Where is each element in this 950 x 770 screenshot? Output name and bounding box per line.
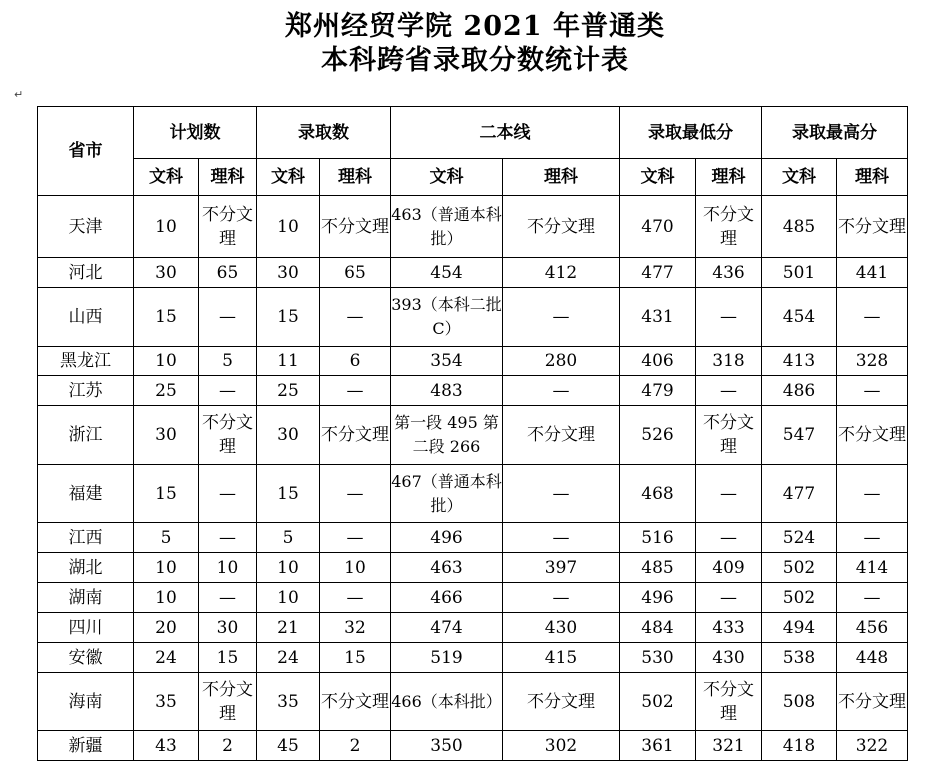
cell-min-arts: 406	[620, 347, 696, 376]
header-row-subjects	[38, 159, 908, 196]
cell-min-science: —	[696, 465, 762, 523]
table-row	[38, 731, 908, 761]
cell-plan-science: 不分文理	[199, 196, 257, 258]
cell-min-science: 409	[696, 553, 762, 583]
cell-line-science: 397	[503, 553, 620, 583]
cell-min-science: 318	[696, 347, 762, 376]
cell-admitted-arts: 15	[257, 288, 320, 347]
cell-max-arts: 508	[762, 673, 837, 731]
cell-max-arts: 501	[762, 258, 837, 288]
cell-admitted-arts: 10	[257, 553, 320, 583]
cell-line-arts: 467（普通本科批）	[391, 465, 503, 523]
cell-admitted-science: 6	[320, 347, 391, 376]
cell-max-science: 414	[837, 553, 908, 583]
header-subject-arts: 文科	[134, 159, 199, 196]
cell-plan-science: 15	[199, 643, 257, 673]
cell-admitted-science: 15	[320, 643, 391, 673]
cell-line-science: 280	[503, 347, 620, 376]
cell-max-arts: 418	[762, 731, 837, 761]
cell-max-science: 不分文理	[837, 673, 908, 731]
cell-province: 黑龙江	[38, 347, 134, 376]
cell-min-arts: 484	[620, 613, 696, 643]
header-admitted: 录取数	[257, 107, 391, 159]
cell-min-arts: 516	[620, 523, 696, 553]
cell-plan-arts: 35	[134, 673, 199, 731]
cell-province: 四川	[38, 613, 134, 643]
cell-plan-science: 不分文理	[199, 406, 257, 465]
cell-province: 湖南	[38, 583, 134, 613]
cell-admitted-science: 2	[320, 731, 391, 761]
cell-min-arts: 470	[620, 196, 696, 258]
cell-admitted-science: 32	[320, 613, 391, 643]
cell-max-arts: 477	[762, 465, 837, 523]
cell-plan-arts: 25	[134, 376, 199, 406]
cell-min-science: 不分文理	[696, 196, 762, 258]
cell-province: 新疆	[38, 731, 134, 761]
cell-admitted-arts: 11	[257, 347, 320, 376]
cell-province: 浙江	[38, 406, 134, 465]
cell-plan-science: —	[199, 465, 257, 523]
cell-line-arts: 463	[391, 553, 503, 583]
table-row	[38, 288, 908, 347]
cell-admitted-arts: 25	[257, 376, 320, 406]
cell-min-arts: 477	[620, 258, 696, 288]
cell-line-science: —	[503, 376, 620, 406]
table-row	[38, 673, 908, 731]
cell-min-science: 321	[696, 731, 762, 761]
cell-line-science: 412	[503, 258, 620, 288]
header-row-groups	[38, 107, 908, 159]
cell-plan-science: 10	[199, 553, 257, 583]
document-title-line2: 本科跨省录取分数统计表	[321, 45, 629, 76]
cell-plan-arts: 20	[134, 613, 199, 643]
cell-admitted-science: 65	[320, 258, 391, 288]
cell-plan-arts: 43	[134, 731, 199, 761]
cell-line-science: —	[503, 465, 620, 523]
cell-max-science: —	[837, 376, 908, 406]
cell-province: 湖北	[38, 553, 134, 583]
header-subject-arts: 文科	[620, 159, 696, 196]
cell-min-science: 433	[696, 613, 762, 643]
cell-max-arts: 502	[762, 583, 837, 613]
table-row	[38, 613, 908, 643]
cell-plan-arts: 10	[134, 347, 199, 376]
cell-plan-science: —	[199, 583, 257, 613]
header-max-score: 录取最高分	[762, 107, 908, 159]
cell-admitted-arts: 45	[257, 731, 320, 761]
cell-plan-science: 5	[199, 347, 257, 376]
cell-admitted-science: —	[320, 376, 391, 406]
cell-admitted-arts: 30	[257, 258, 320, 288]
cell-line-science: —	[503, 288, 620, 347]
cell-plan-science: 不分文理	[199, 673, 257, 731]
cell-max-science: 不分文理	[837, 406, 908, 465]
cell-max-arts: 494	[762, 613, 837, 643]
cell-min-arts: 361	[620, 731, 696, 761]
cell-admitted-arts: 5	[257, 523, 320, 553]
table-row	[38, 258, 908, 288]
cell-max-arts: 524	[762, 523, 837, 553]
cell-line-science: 不分文理	[503, 673, 620, 731]
cell-line-arts: 466	[391, 583, 503, 613]
header-province: 省市	[38, 107, 134, 196]
cell-province: 河北	[38, 258, 134, 288]
cell-line-arts: 519	[391, 643, 503, 673]
cell-province: 天津	[38, 196, 134, 258]
cell-min-science: 430	[696, 643, 762, 673]
cell-min-arts: 479	[620, 376, 696, 406]
cell-admitted-science: 不分文理	[320, 406, 391, 465]
cell-min-arts: 502	[620, 673, 696, 731]
table-row	[38, 406, 908, 465]
cell-admitted-arts: 15	[257, 465, 320, 523]
cell-min-science: 不分文理	[696, 406, 762, 465]
cell-min-arts: 530	[620, 643, 696, 673]
cell-max-science: —	[837, 523, 908, 553]
table-row	[38, 553, 908, 583]
cell-max-arts: 547	[762, 406, 837, 465]
cell-max-science: —	[837, 288, 908, 347]
cell-min-science: —	[696, 523, 762, 553]
cell-line-science: —	[503, 583, 620, 613]
cell-line-science: —	[503, 523, 620, 553]
header-subject-arts: 文科	[762, 159, 837, 196]
cell-line-arts: 第一段 495 第二段 266	[391, 406, 503, 465]
table-row	[38, 347, 908, 376]
cell-plan-science: —	[199, 376, 257, 406]
cell-min-science: —	[696, 288, 762, 347]
header-min-score: 录取最低分	[620, 107, 762, 159]
cell-admitted-arts: 35	[257, 673, 320, 731]
cell-line-arts: 496	[391, 523, 503, 553]
cell-admitted-science: —	[320, 288, 391, 347]
cell-admitted-arts: 10	[257, 196, 320, 258]
cell-max-science: 448	[837, 643, 908, 673]
cell-plan-arts: 10	[134, 583, 199, 613]
cell-max-arts: 454	[762, 288, 837, 347]
cell-province: 海南	[38, 673, 134, 731]
table-body	[38, 196, 908, 761]
cell-province: 福建	[38, 465, 134, 523]
header-second-tier-line: 二本线	[391, 107, 620, 159]
cell-plan-arts: 15	[134, 288, 199, 347]
cell-line-science: 430	[503, 613, 620, 643]
cell-min-science: 不分文理	[696, 673, 762, 731]
document-title-line1: 郑州经贸学院 2021 年普通类	[285, 11, 665, 42]
table-row	[38, 583, 908, 613]
cell-plan-science: 30	[199, 613, 257, 643]
cell-admitted-arts: 24	[257, 643, 320, 673]
cell-plan-science: 65	[199, 258, 257, 288]
cell-min-science: —	[696, 376, 762, 406]
cell-province: 山西	[38, 288, 134, 347]
cell-line-arts: 463（普通本科批）	[391, 196, 503, 258]
cell-plan-arts: 5	[134, 523, 199, 553]
cell-max-arts: 538	[762, 643, 837, 673]
cell-min-arts: 485	[620, 553, 696, 583]
cell-min-arts: 526	[620, 406, 696, 465]
header-subject-science: 理科	[696, 159, 762, 196]
cell-line-science: 302	[503, 731, 620, 761]
cell-province: 安徽	[38, 643, 134, 673]
cell-max-science: 328	[837, 347, 908, 376]
cell-admitted-arts: 10	[257, 583, 320, 613]
cell-plan-science: —	[199, 288, 257, 347]
cell-admitted-science: 不分文理	[320, 673, 391, 731]
cell-min-arts: 431	[620, 288, 696, 347]
cell-admitted-science: —	[320, 523, 391, 553]
cell-plan-arts: 10	[134, 553, 199, 583]
cell-max-science: 不分文理	[837, 196, 908, 258]
cell-max-science: 322	[837, 731, 908, 761]
cell-line-science: 415	[503, 643, 620, 673]
cell-line-arts: 474	[391, 613, 503, 643]
cell-province: 江西	[38, 523, 134, 553]
cell-max-science: 456	[837, 613, 908, 643]
cell-line-science: 不分文理	[503, 196, 620, 258]
table-row	[38, 523, 908, 553]
cell-max-science: 441	[837, 258, 908, 288]
cell-line-science: 不分文理	[503, 406, 620, 465]
cell-max-science: —	[837, 465, 908, 523]
cell-plan-science: 2	[199, 731, 257, 761]
cell-max-arts: 413	[762, 347, 837, 376]
cell-min-arts: 496	[620, 583, 696, 613]
cell-admitted-arts: 30	[257, 406, 320, 465]
cell-admitted-science: —	[320, 465, 391, 523]
cell-line-arts: 354	[391, 347, 503, 376]
header-subject-arts: 文科	[257, 159, 320, 196]
cell-min-arts: 468	[620, 465, 696, 523]
header-plan: 计划数	[134, 107, 257, 159]
cell-admitted-science: —	[320, 583, 391, 613]
cell-province: 江苏	[38, 376, 134, 406]
cell-plan-arts: 30	[134, 406, 199, 465]
table-row	[38, 465, 908, 523]
cell-plan-science: —	[199, 523, 257, 553]
table-row	[38, 643, 908, 673]
cell-line-arts: 350	[391, 731, 503, 761]
cell-plan-arts: 24	[134, 643, 199, 673]
cell-min-science: —	[696, 583, 762, 613]
table-row	[38, 376, 908, 406]
cell-max-arts: 486	[762, 376, 837, 406]
cell-max-arts: 485	[762, 196, 837, 258]
cell-line-arts: 393（本科二批 C）	[391, 288, 503, 347]
cell-line-arts: 454	[391, 258, 503, 288]
cell-admitted-science: 10	[320, 553, 391, 583]
cell-admitted-science: 不分文理	[320, 196, 391, 258]
cell-admitted-arts: 21	[257, 613, 320, 643]
header-subject-science: 理科	[503, 159, 620, 196]
cell-line-arts: 466（本科批）	[391, 673, 503, 731]
header-subject-science: 理科	[199, 159, 257, 196]
table-row	[38, 196, 908, 258]
header-subject-arts: 文科	[391, 159, 503, 196]
cell-line-arts: 483	[391, 376, 503, 406]
cell-max-arts: 502	[762, 553, 837, 583]
paragraph-mark-icon: ↵	[14, 88, 24, 101]
admission-score-table	[37, 106, 908, 761]
cell-min-science: 436	[696, 258, 762, 288]
cell-plan-arts: 30	[134, 258, 199, 288]
cell-plan-arts: 15	[134, 465, 199, 523]
header-subject-science: 理科	[837, 159, 908, 196]
header-subject-science: 理科	[320, 159, 391, 196]
cell-plan-arts: 10	[134, 196, 199, 258]
cell-max-science: —	[837, 583, 908, 613]
